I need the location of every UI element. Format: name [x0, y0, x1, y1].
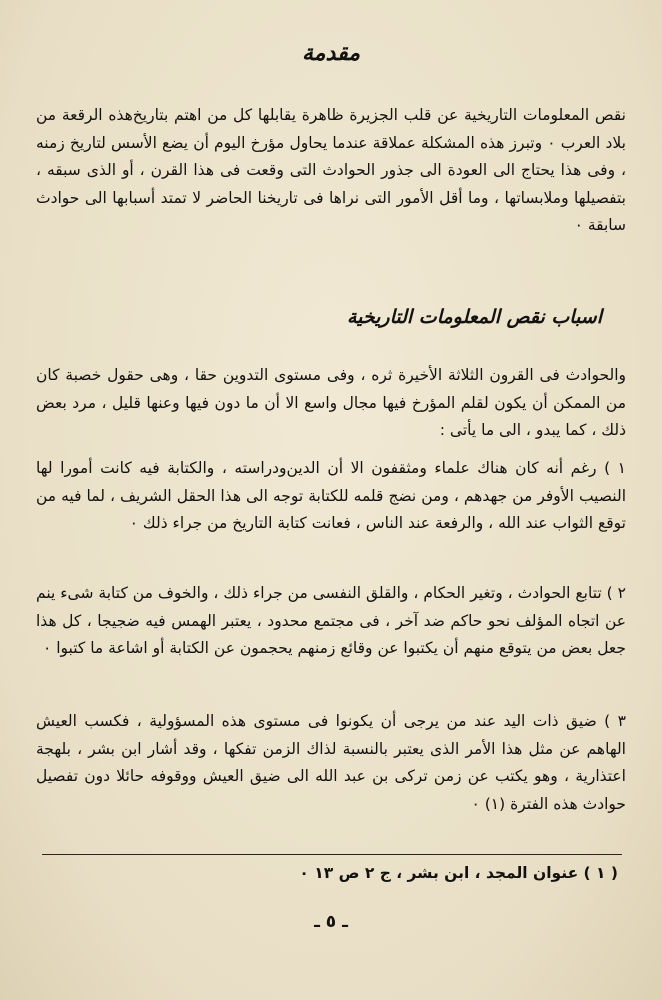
- footnote-divider: [42, 854, 622, 855]
- page-number: ـ ٥ ـ: [314, 912, 348, 932]
- paragraph-1: والحوادث فى القرون الثلاثة الأخيرة ثره ، وفى مستوى التدوين حقا ، وهى حقول خصبة كان من الممكن أن يكون لقلم المؤرخ فيها مجال واسع الا أن ما دون فيها وعنها قليل ، مرد بعض ذلك ، كما يبدو ، الى ما يأتى :: [36, 366, 626, 439]
- intro-paragraph: نقص المعلومات التاريخية عن قلب الجزيرة ظاهرة يقابلها كل من اهتم بتاريخ‌هذه الرقعة من بلاد العرب ٠ وتبرز هذه المشكلة عملاقة عندما يحاول مؤرخ اليوم أن يضع الأسس لتاريخ زمنه ، وفى هذا يحتاج الى العودة الى جذور الحوادث التى وقعت فى هذا القرن ، أو الذى سبقه ، بتفصيلها وملابساتها ، وما أقل الأمور التى نراها فى تاريخنا الحاضر لا تمتد أسبابها الى حوادث سابقة ٠: [36, 106, 626, 234]
- page-title: مقدمة: [301, 40, 361, 66]
- paragraph-reason-3: ٣ ) ضيق ذات اليد عند من يرجى أن يكونوا فى مستوى هذه المسؤولية ، فكسب العيش الهاهم عن مثل هذا الأمر الذى يعتبر بالنسبة لذاك الزمن تفكها ، وقد أشار ابن بشر ، بلهجة اعتذارية ، وهو يكتب عن زمن تركى بن عبد الله الى ضيق العيش ووقوفه حائلا دون تفصيل حوادث هذه الفترة (١) ٠: [36, 712, 626, 813]
- paragraph-reason-1: ١ ) رغم أنه كان هناك علماء ومثقفون الا أن الدين‌ودراسته ، والكتابة فيه كانت أمورا لها النصيب الأوفر من جهدهم ، ومن نضج قلمه للكتابة توجه الى هذا الحقل الشريف ، لما فيه من توقع الثواب عند الله ، والرفعة عند الناس ، فعانت كتابة التاريخ من جراء ذلك ٠: [36, 459, 626, 532]
- paragraph-reason-2: ٢ ) تتابع الحوادث ، وتغير الحكام ، والقلق النفسى من جراء ذلك ، والخوف من كتابة شىء ينم عن اتجاه المؤلف نحو حاكم ضد آخر ، فى مجتمع محدود ، يعتبر الهمس فيه ضجيجا ، كل هذا جعل بعض من يتوقع منهم أن يكتبوا عن وقائع زمنهم يحجمون عن الكتابة أو اشاعة ما كتبوا ٠: [36, 584, 626, 657]
- section-heading: اسباب نقص المعلومات التاريخية: [346, 306, 602, 328]
- footnote: ( ١ ) عنوان المجد ، ابن بشر ، ج ٢ ص ١٣ ٠: [299, 864, 618, 882]
